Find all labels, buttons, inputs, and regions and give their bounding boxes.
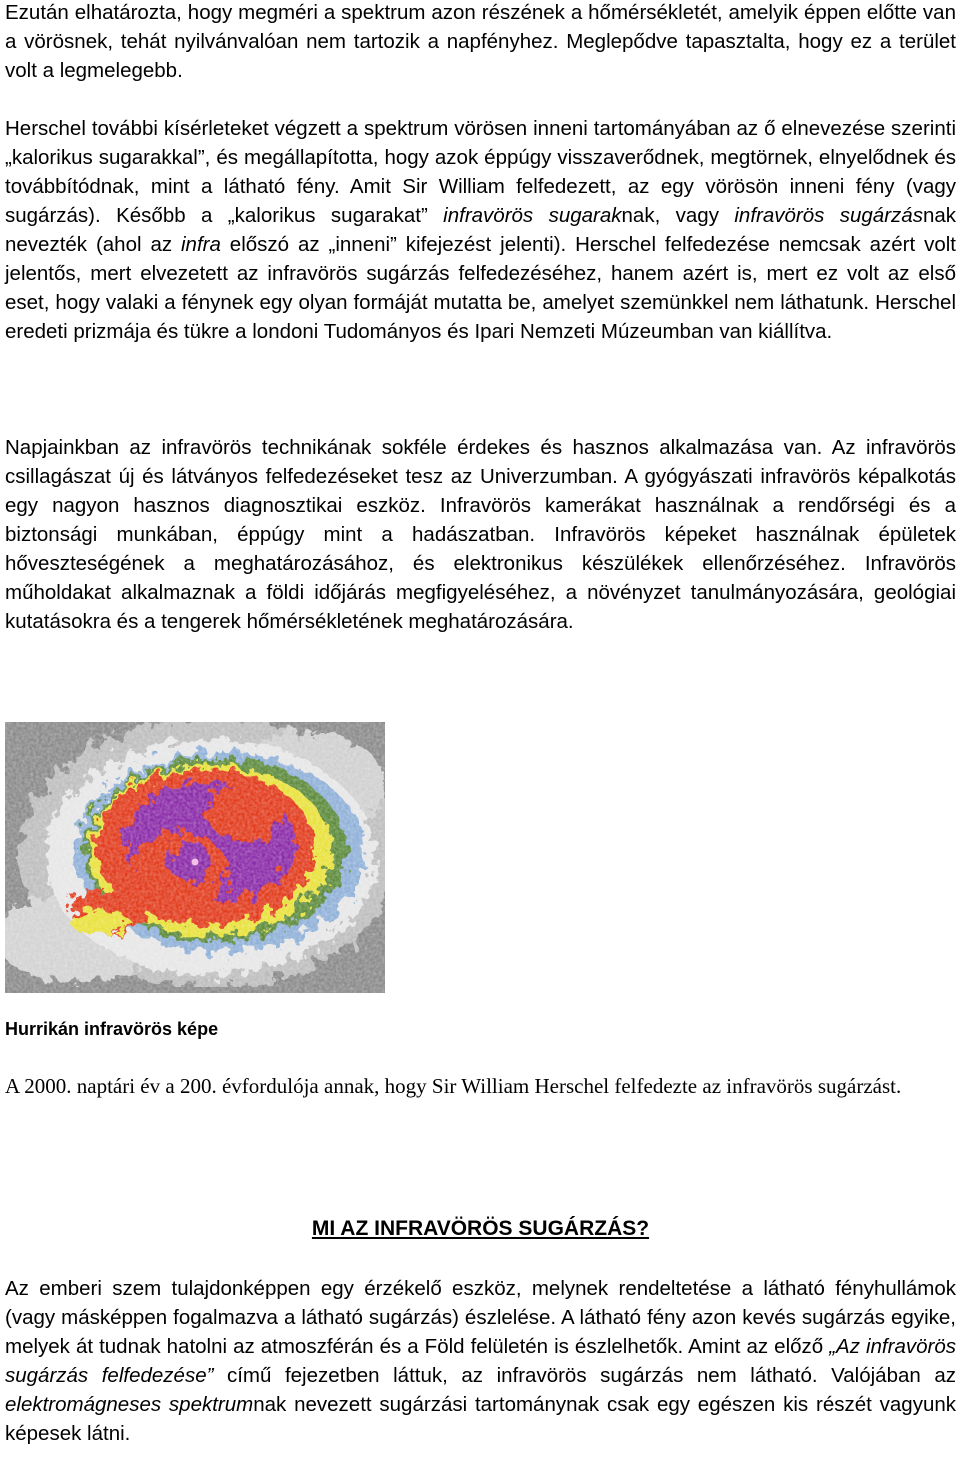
paragraph-human-eye bbox=[5, 1274, 956, 1448]
italic-term: infra bbox=[181, 233, 221, 256]
paragraph-calorific-rays bbox=[5, 114, 956, 346]
text-run: nak, vagy bbox=[621, 204, 735, 227]
italic-term: „Az infravörös sugárzás felfedezése” bbox=[5, 1335, 956, 1387]
italic-term: elektromágneses spektrum bbox=[5, 1393, 254, 1416]
paragraph-herschel-measurement: Ezután elhatározta, hogy megméri a spektrum azon részének a hőmérsékletét, amelyik éppen előtte van a vörösnek, tehát nyilvánvalóan nem tartozik a napfényhez. Meglepődve tapasztalta, hogy ez a terület volt a legmelegebb. bbox=[5, 1, 956, 82]
italic-term: infravörös sugarak bbox=[443, 204, 622, 227]
text-run: Herschel további kísérleteket végzett a spektrum vörösen inneni tartományában az ő elnevezése szerinti „kalorikus sugarakkal”, és megállapította, hogy azok éppúgy visszaverődnek, megtörnek, elnyelődnek és továbbítódnak, mint a látható fény. Amit Sir William felfedezett, az egy vörösön inneni fény (vagy sugárzás). Később a „kalorikus sugarakat” bbox=[5, 117, 956, 227]
text-run: Az emberi szem tulajdonképpen egy érzékelő eszköz, melynek rendeltetése a látható fényhullámok (vagy másképpen fogalmazva a látható sugárzás) észlelése. A látható fény azon kevés sugárzás egyike, melyek át tudnak hatolni az atmoszférán és a Föld felületén is észlelhetők. Amint az előző bbox=[5, 1277, 956, 1358]
figure-caption: Hurrikán infravörös képe bbox=[5, 1019, 219, 1039]
section-heading bbox=[5, 1214, 956, 1244]
hurricane-image-svg bbox=[5, 722, 385, 993]
text-run: előszó az „inneni” kifejezést jelenti). Herschel felfedezése nemcsak azért volt jelentős, mert elvezetett az infravörös sugárzás felfedezéséhez, hanem azért is, mert ez volt az első eset, hogy valaki a fénynek egy olyan formáját mutatta be, amelyet szemünkkel nem láthatunk. Herschel eredeti prizmája és tükre a londoni Tudományos és Ipari Nemzeti Múzeumban van kiállítva. bbox=[5, 233, 956, 343]
anniversary-note: A 2000. naptári év a 200. évfordulója annak, hogy Sir William Herschel felfedezte az infravörös sugárzást. bbox=[5, 1074, 902, 1098]
paragraph-applications: Napjainkban az infravörös technikának sokféle érdekes és hasznos alkalmazása van. Az infravörös csillagászat új és látványos felfedezéseket tesz az Univerzumban. A gyógyászati infravörös képalkotás egy nagyon hasznos diagnosztikai eszköz. Infravörös kamerákat használnak a rendőrségi és a biztonsági munkában, éppúgy mint a hadászatban. Infravörös képeket használnak épületek hőveszteségének a meghatározásához, és elektronikus készülékek ellenőrzéséhez. Infravörös műholdakat alkalmaznak a földi időjárás megfigyeléséhez, a növényzet tanulmányozására, geológiai kutatásokra és a tengerek hőmérsékletének meghatározására. bbox=[5, 436, 956, 633]
image-noise bbox=[5, 722, 385, 993]
section-heading-text: MI AZ INFRAVÖRÖS SUGÁRZÁS? bbox=[311, 1217, 650, 1240]
italic-term: infravörös sugárzás bbox=[734, 204, 923, 227]
hurricane-infrared-image bbox=[5, 722, 385, 993]
text-run: nak nevezték (ahol az bbox=[5, 204, 957, 256]
text-run: című fejezetben láttuk, az infravörös sugárzás nem látható. Valójában az bbox=[213, 1364, 956, 1387]
text-run: nak nevezett sugárzási tartománynak csak egy egészen kis részét vagyunk képesek látni. bbox=[5, 1393, 956, 1445]
hurricane-eye bbox=[192, 859, 199, 866]
